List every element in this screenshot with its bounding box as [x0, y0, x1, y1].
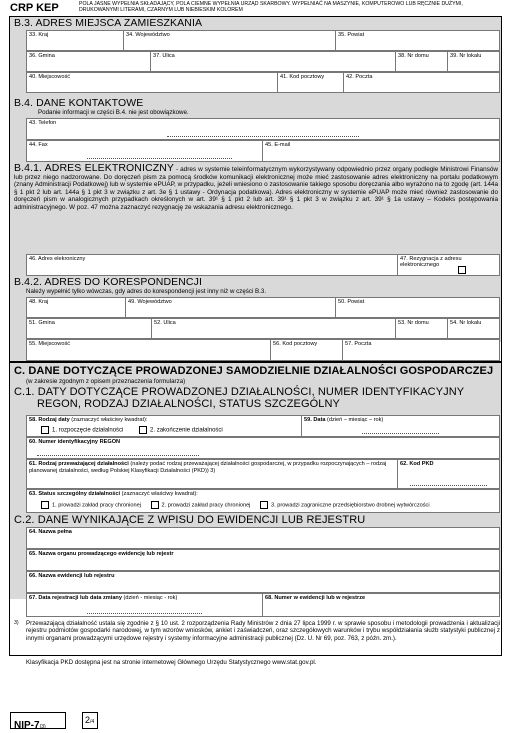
field-58-label: 58. Rodzaj daty — [29, 417, 70, 423]
b42-gutter — [10, 297, 26, 361]
field-58-date-type — [26, 415, 302, 437]
field-65-label: 65. Nazwa organu prowadzącego ewidencję lub rejestr — [29, 551, 174, 557]
field-64-full-name[interactable] — [26, 527, 500, 549]
footer-form-box — [10, 712, 66, 729]
field-67-note: (dzień - miesiąc - rok) — [123, 595, 178, 601]
field-66-label: 66. Nazwa ewidencji lub rejestru — [29, 573, 115, 579]
field-65-registry-authority[interactable] — [26, 549, 500, 571]
field-38-house-no[interactable] — [396, 51, 448, 72]
status-3-checkbox[interactable] — [260, 501, 268, 509]
field-52-label: 52. Ulica — [154, 320, 176, 326]
b41-row1 — [26, 254, 500, 276]
field-53-label: 53. Nr domu — [398, 320, 429, 326]
field-43-label: 43. Telefon — [29, 120, 57, 126]
field-46-electronic-address[interactable] — [26, 254, 398, 276]
b4-row1 — [26, 118, 500, 140]
footer-page: 2 — [85, 715, 91, 725]
field-62-label: 62. Kod PKD — [400, 461, 434, 467]
b3-row3 — [26, 72, 500, 93]
date-dotted-guide — [362, 431, 439, 434]
field-55-label: 55. Miejscowość — [29, 341, 71, 347]
form-instructions: POLA JASNE WYPEŁNIA SKŁADAJĄCY, POLA CIEMNE WYPEŁNIA URZĄD SKARBOWY. WYPEŁNIAĆ NA MASZYNIE, KOMPUTEROWO LUB RĘCZNIE DUŻYMI, DRUKOWANYMI LITERAMI, CZARNYM LUB NIEBIESKIM KOLOREM — [79, 1, 463, 14]
field-63-label: 63. Status szczególny działalności — [29, 491, 121, 497]
fax-dotted-guide — [87, 156, 232, 159]
field-40-label: 40. Miejscowość — [29, 74, 71, 80]
field-49-voivodeship[interactable] — [126, 297, 336, 318]
field-38-label: 38. Nr domu — [398, 53, 429, 59]
field-39-flat-no[interactable] — [448, 51, 500, 72]
field-61-note: (należy podać rodzaj przeważającej działalności gospodarczej, w przypadku rozpoczynających – rodzaj planowanej działalności, według Polskiej Klasyfikacji Działalności (PKD)) 3) — [29, 461, 387, 474]
resign-checkbox[interactable] — [458, 266, 466, 274]
footer-form-name: NIP-7 — [14, 720, 40, 731]
field-61-label: 61. Rodzaj przeważającej działalności — [29, 461, 129, 467]
field-36-commune[interactable] — [26, 51, 151, 72]
field-34-label: 34. Województwo — [126, 32, 170, 38]
pkd-info: Klasyfikacja PKD dostępna jest na stronie internetowej Głównego Urzędu Statystycznego www.stat.gov.pl. — [26, 659, 317, 666]
c1-row3 — [26, 459, 500, 489]
field-67-label: 67. Data rejestracji lub data zmiany — [29, 595, 122, 601]
c2-row3 — [26, 571, 500, 593]
section-c1-title-line1: C.1. DATY DOTYCZĄCE PROWADZONEJ DZIAŁALNOŚCI, NUMER IDENTYFIKACYJNY — [14, 386, 465, 398]
field-60-regon[interactable] — [26, 437, 500, 459]
date-start-label: 1. rozpoczęcie działalności — [52, 427, 124, 434]
section-b4-subtitle: Podanie informacji w części B.4. nie jest obowiązkowe. — [38, 109, 189, 116]
field-50-county[interactable] — [336, 297, 500, 318]
field-68-label: 68. Numer w ewidencji lub w rejestrze — [265, 595, 366, 601]
field-67-registration-date[interactable] — [26, 593, 263, 617]
field-62-pkd-code[interactable] — [398, 459, 500, 489]
status-1-label: 1. prowadzi zakład pracy chronionej — [52, 502, 141, 509]
field-51-commune[interactable] — [26, 318, 152, 339]
footnote-text: Przewazającą działalność ustala się zgodnie z § 10 ust. 2 rozporządzenia Rady Ministrów z dnia 27 lipca 1999 r. w sprawie sposobu i metodologii prowadzenia i aktualizacji rejestru podmiotów gospodarki narodowej, w tym wzorów wniosków, ankiet i zaświadczeń, oraz szczegółowych warunków i trybu współdziałania służb statystyki publicznej z innymi organami prowadzącymi urzędowe rejestry i systemy informacyjne administracji publicznej (Dz. U. Nr 69, poz. 763, z późn. zm.). — [26, 620, 500, 642]
field-68-registry-number[interactable] — [263, 593, 500, 617]
status-options — [41, 501, 430, 509]
field-54-label: 54. Nr lokalu — [450, 320, 482, 326]
footnote-marker: 3) — [14, 620, 19, 626]
b42-row2 — [26, 318, 500, 339]
field-47-label: 47. Rezygnacja z adresu elektronicznego — [400, 256, 462, 268]
status-2-checkbox[interactable] — [151, 501, 159, 509]
field-63-note: (zaznaczyć właściwy kwadrat): — [121, 491, 198, 497]
field-47-resign-electronic[interactable] — [398, 254, 500, 276]
pkd-dotted-guide — [410, 483, 487, 486]
field-43-phone[interactable] — [26, 118, 500, 140]
field-49-label: 49. Województwo — [128, 299, 172, 305]
section-b3-title: B.3. ADRES MIEJSCA ZAMIESZKANIA — [14, 17, 203, 29]
c1-row4 — [26, 489, 500, 513]
section-c1-title-line2: REGON, RODZAJ DZIAŁALNOŚCI, STATUS SZCZEGÓLNY — [37, 398, 340, 410]
footer-page-total: /4 — [90, 719, 95, 725]
section-c-divider — [10, 361, 501, 363]
date-start-checkbox[interactable] — [41, 426, 49, 434]
field-39-label: 39. Nr lokalu — [450, 53, 482, 59]
field-34-voivodeship[interactable] — [124, 30, 336, 51]
field-45-email[interactable] — [263, 140, 500, 162]
field-59-label: 59. Data — [304, 417, 326, 423]
b42-row3 — [26, 339, 500, 361]
field-57-post-office[interactable] — [343, 339, 500, 361]
status-1-checkbox[interactable] — [41, 501, 49, 509]
c2-row2 — [26, 549, 500, 571]
section-b41-text: - adres w systemie teleinformatycznym wykorzystywany odpowiednio przez organy podległe Ministrowi Finansów lub przez niego nadzorowane. Do doręczeń pism za pomocą środków komunikacji elektronicznej może mieć zastosowanie adres elektroniczny na portalu podatkowym (znany Administracji Podatkowej) lub w systemie ePUAP, w przypadku, jeżeli wniesiono o zastosowanie takiego sposobu doręczania albo wyrażono na to zgodę (art. 144a § 1 pkt 2 lub art. 144a § 1 pkt 3 w związku z art. 3e § 1 ustawy - Ordynacja podatkowa). Adres elektroniczny w systemie ePUAP może mieć również zastosowanie do doręczeń pism w analogicznych przypadkach określonych w art. 39¹ § 1 pkt 2 lub art. 39¹ § 1 pkt 3 w związku z art. 39¹ § 1a ustawy – Kodeks postępowania administracyjnego. W poz. 47 można zaznaczyć rezygnację ze wskazania adresu elektronicznego. — [14, 166, 499, 211]
section-b4-title: B.4. DANE KONTAKTOWE — [14, 97, 144, 109]
c1-row2 — [26, 437, 500, 459]
regon-dotted-guide — [37, 453, 199, 456]
field-61-main-activity[interactable] — [26, 459, 398, 489]
b3-row1 — [26, 30, 500, 51]
date-end-label: 2. zakończenie działalności — [150, 427, 223, 434]
form-code: CRP KEP — [10, 2, 59, 14]
field-44-fax[interactable] — [26, 140, 263, 162]
field-56-label: 56. Kod pocztowy — [273, 341, 318, 347]
field-60-label: 60. Numer identyfikacyjny REGON — [29, 439, 121, 445]
field-58-note: (zaznaczyć właściwy kwadrat): — [71, 417, 148, 423]
field-40-city[interactable] — [26, 72, 278, 93]
field-59-note: (dzień – miesiąc – rok) — [327, 417, 384, 423]
section-c-subtitle: (w zakresie zgodnym z opisem przeznaczenia formularza) — [26, 378, 186, 385]
field-41-postal-code[interactable] — [278, 72, 344, 93]
field-42-label: 42. Poczta — [346, 74, 373, 80]
b42-row1 — [26, 297, 500, 318]
field-35-county[interactable] — [336, 30, 500, 51]
field-63-special-status — [26, 489, 500, 513]
footer-page-box — [82, 712, 98, 729]
field-35-label: 35. Powiat — [338, 32, 365, 38]
field-56-postal-code[interactable] — [271, 339, 343, 361]
field-64-label: 64. Nazwa pełna — [29, 529, 72, 535]
field-37-street[interactable] — [151, 51, 396, 72]
reg-date-dotted-guide — [87, 611, 202, 614]
section-b42-title: B.4.2. ADRES DO KORESPONDENCJI — [14, 276, 202, 288]
field-52-street[interactable] — [152, 318, 396, 339]
c2-row4 — [26, 593, 500, 617]
b4-row2 — [26, 140, 500, 162]
b41-text-block — [14, 162, 499, 212]
field-44-label: 44. Fax — [29, 142, 48, 148]
field-57-label: 57. Poczta — [345, 341, 372, 347]
field-33-country[interactable] — [26, 30, 124, 51]
field-45-label: 45. E-mail — [265, 142, 291, 148]
section-b41-title: B.4.1. ADRES ELEKTRONICZNY — [14, 162, 174, 174]
field-55-city[interactable] — [26, 339, 271, 361]
field-51-label: 51. Gmina — [29, 320, 55, 326]
field-42-post-office[interactable] — [344, 72, 500, 93]
status-2-label: 2. prowadzi zakład pracy chronionej — [161, 502, 251, 509]
section-c-title: C. DANE DOTYCZĄCE PROWADZONEJ SAMODZIELNIE DZIAŁALNOŚCI GOSPODARCZEJ — [14, 365, 494, 377]
footer-form-version: (3) — [39, 724, 46, 730]
field-48-country[interactable] — [26, 297, 126, 318]
field-41-label: 41. Kod pocztowy — [280, 74, 325, 80]
section-b41-block — [14, 162, 499, 212]
field-53-house-no[interactable] — [396, 318, 448, 339]
field-36-label: 36. Gmina — [29, 53, 55, 59]
field-54-flat-no[interactable] — [448, 318, 500, 339]
date-type-options — [41, 426, 223, 434]
field-48-label: 48. Kraj — [29, 299, 49, 305]
c2-row1 — [26, 527, 500, 549]
field-46-label: 46. Adres elekroniczny — [29, 256, 86, 262]
field-33-label: 33. Kraj — [29, 32, 49, 38]
date-end-checkbox[interactable] — [139, 426, 147, 434]
b3-row2 — [26, 51, 500, 72]
field-59-date[interactable] — [302, 415, 500, 437]
field-66-registry-name[interactable] — [26, 571, 500, 593]
phone-dotted-guide — [167, 134, 359, 137]
section-c2-title: C.2. DANE WYNIKAJĄCE Z WPISU DO EWIDENCJI LUB REJESTRU — [14, 514, 366, 526]
field-37-label: 37. Ulica — [153, 53, 175, 59]
status-3-label: 3. prowadzi zagraniczne przedsiębiorstwo drobnej wytwórczości — [271, 502, 430, 509]
c1-row1 — [26, 415, 500, 437]
section-b42-subtitle: Należy wypełnić tylko wówczas, gdy adres do korespondencji jest inny niż w części B.3. — [26, 288, 267, 295]
field-50-label: 50. Powiat — [338, 299, 365, 305]
